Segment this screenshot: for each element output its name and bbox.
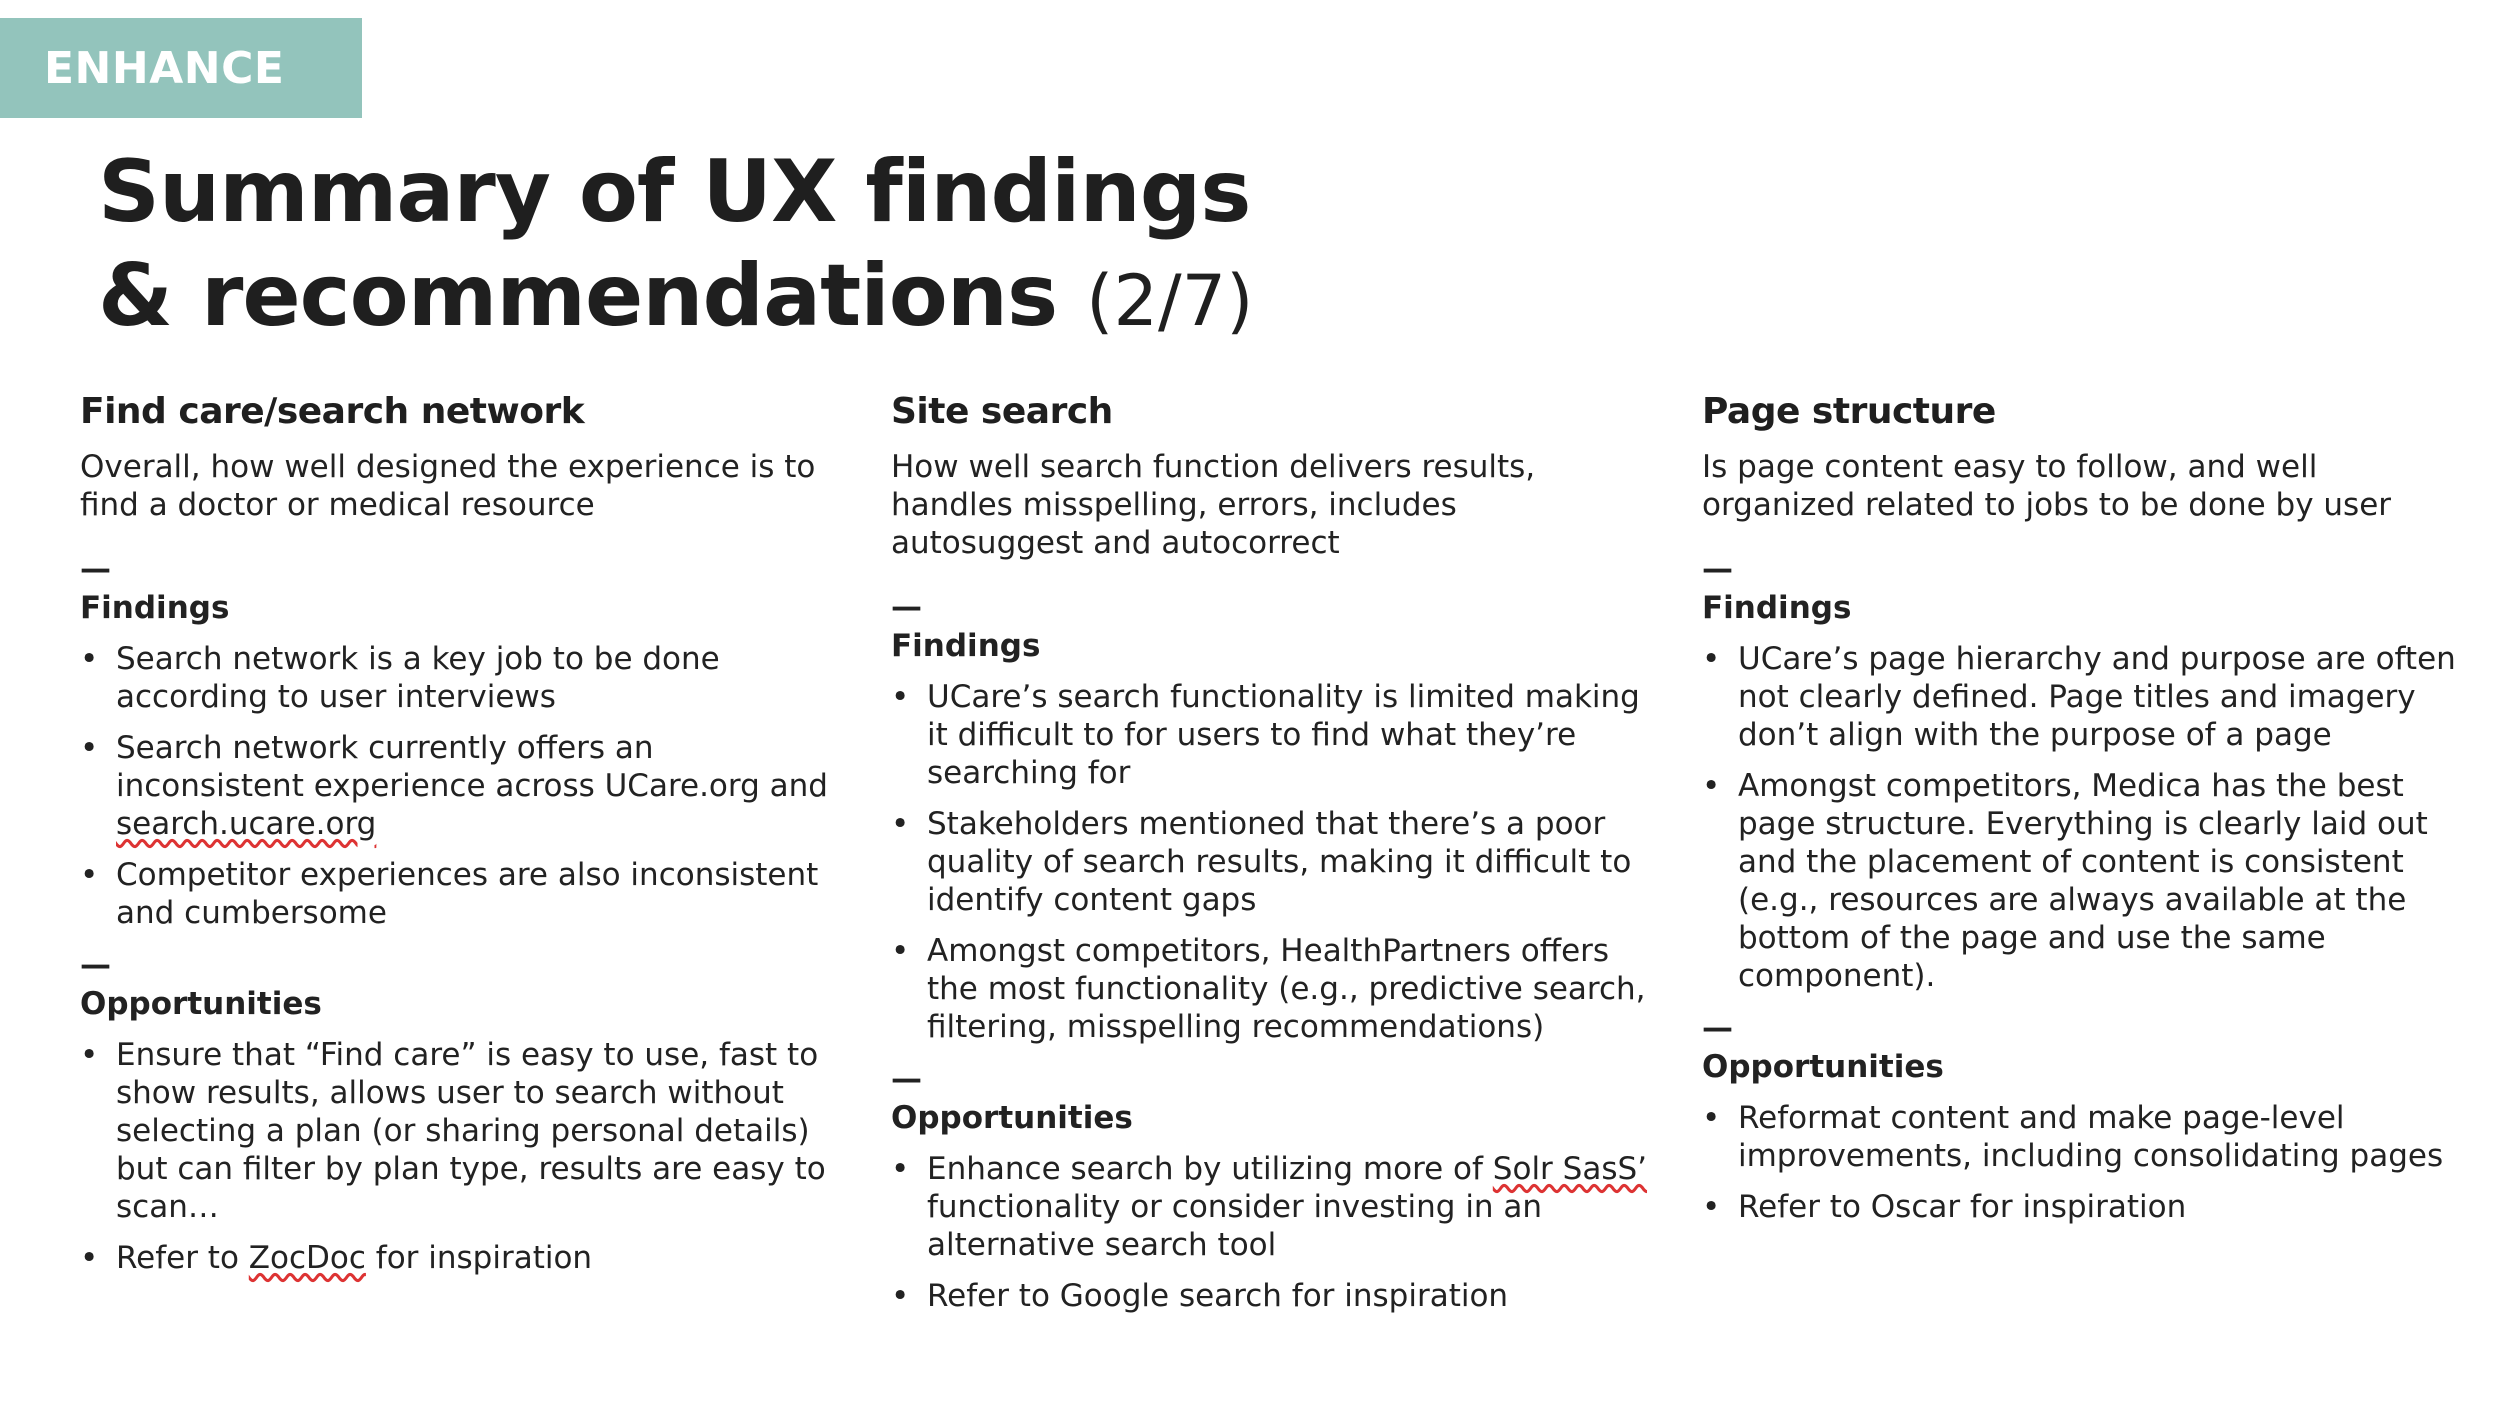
list-item xyxy=(80,729,840,843)
list-item xyxy=(80,1239,840,1277)
column-heading: Page structure xyxy=(1702,391,1996,432)
list-item xyxy=(891,932,1651,1046)
opportunities-list xyxy=(1702,1099,2462,1226)
column-heading: Site search xyxy=(891,391,1113,432)
list-item xyxy=(891,805,1651,919)
opportunities-label: Opportunities xyxy=(1702,1049,1944,1085)
list-item-text: Search network currently offers an inconsistent experience across UCare.org and xyxy=(116,730,828,804)
opportunities-label: Opportunities xyxy=(80,986,322,1022)
column-find-care xyxy=(80,388,840,1290)
list-item-text: Stakeholders mentioned that there’s a poor quality of search results, making it difficult to identify content gaps xyxy=(927,806,1632,918)
list-item-text: Refer to Google search for inspiration xyxy=(927,1278,1509,1314)
list-item-text: Reformat content and make page-level improvements, including consolidating pages xyxy=(1738,1100,2444,1174)
list-item xyxy=(891,1277,1651,1315)
list-item-text: for inspiration xyxy=(365,1240,593,1276)
list-item-text: UCare’s page hierarchy and purpose are often not clearly defined. Page titles and imagery don’t align with the purpose of a page xyxy=(1738,641,2456,753)
findings-label: Findings xyxy=(1702,590,1852,626)
column-heading: Find care/search network xyxy=(80,391,585,432)
bullet-icon: • xyxy=(891,806,910,842)
list-item-text: Amongst competitors, HealthPartners offers the most functionality (e.g., predictive search, filtering, misspelling recommendations) xyxy=(927,933,1646,1045)
bullet-icon: • xyxy=(891,933,910,969)
page-title xyxy=(98,140,1253,353)
list-item xyxy=(1702,767,2462,995)
bullet-icon: • xyxy=(891,1151,910,1187)
column-page-structure xyxy=(1702,388,2462,1239)
list-item xyxy=(80,856,840,932)
bullet-icon: • xyxy=(80,730,99,766)
bullet-icon: • xyxy=(80,857,99,893)
bullet-icon: • xyxy=(80,1037,99,1073)
list-item-text: UCare’s search functionality is limited making it difficult to for users to find what they’re searching for xyxy=(927,679,1640,791)
list-item-text: Competitor experiences are also inconsistent and cumbersome xyxy=(116,857,819,931)
column-description: Overall, how well designed the experience is to find a doctor or medical resource xyxy=(80,449,816,523)
zocdoc-text: ZocDoc xyxy=(248,1240,366,1276)
list-item xyxy=(80,1036,840,1226)
list-item-text: Search network is a key job to be done according to user interviews xyxy=(116,641,720,715)
list-item-text: Refer to Oscar for inspiration xyxy=(1738,1189,2187,1225)
list-item-text: Enhance search by utilizing more of xyxy=(927,1151,1493,1187)
section-tag: ENHANCE xyxy=(0,18,362,118)
title-line-2: & recommendations xyxy=(98,246,1058,346)
column-site-search xyxy=(891,388,1651,1328)
findings-list xyxy=(891,678,1651,1046)
findings-label: Findings xyxy=(891,628,1041,664)
list-item xyxy=(891,1150,1651,1264)
divider-dash: — xyxy=(80,947,111,983)
column-description: Is page content easy to follow, and well organized related to jobs to be done by user xyxy=(1702,449,2392,523)
title-line-1: Summary of UX findings xyxy=(98,142,1251,242)
bullet-icon: • xyxy=(1702,1189,1721,1225)
findings-list xyxy=(1702,640,2462,995)
solr-text: Solr SasS’ xyxy=(1492,1151,1648,1187)
bullet-icon: • xyxy=(80,1240,99,1276)
divider-dash: — xyxy=(1702,1010,1733,1046)
list-item xyxy=(1702,1099,2462,1175)
search-ucare-link[interactable]: search.ucare.org xyxy=(116,806,377,842)
divider-dash: — xyxy=(891,589,922,625)
list-item-text: Amongst competitors, Medica has the best page structure. Everything is clearly laid out and the placement of content is consistent (e.g., resources are always available at the bottom of the page and use the same component). xyxy=(1738,768,2428,994)
list-item xyxy=(891,678,1651,792)
bullet-icon: • xyxy=(1702,768,1721,804)
divider-dash: — xyxy=(80,551,111,587)
list-item xyxy=(1702,1188,2462,1226)
findings-list xyxy=(80,640,840,932)
page-counter: (2/7) xyxy=(1086,260,1254,342)
list-item xyxy=(1702,640,2462,754)
divider-dash: — xyxy=(891,1061,922,1097)
list-item xyxy=(80,640,840,716)
bullet-icon: • xyxy=(891,1278,910,1314)
list-item-text: Refer to xyxy=(116,1240,249,1276)
opportunities-list xyxy=(891,1150,1651,1315)
divider-dash: — xyxy=(1702,551,1733,587)
bullet-icon: • xyxy=(80,641,99,677)
list-item-text: Ensure that “Find care” is easy to use, fast to show results, allows user to search without selecting a plan (or sharing personal details) but can filter by plan type, results are easy to scan… xyxy=(116,1037,826,1225)
bullet-icon: • xyxy=(1702,641,1721,677)
opportunities-list xyxy=(80,1036,840,1277)
list-item-text: functionality or consider investing in an alternative search tool xyxy=(927,1189,1543,1263)
bullet-icon: • xyxy=(891,679,910,715)
opportunities-label: Opportunities xyxy=(891,1100,1133,1136)
findings-label: Findings xyxy=(80,590,230,626)
column-description: How well search function delivers results, handles misspelling, errors, includes autosuggest and autocorrect xyxy=(891,449,1536,561)
bullet-icon: • xyxy=(1702,1100,1721,1136)
